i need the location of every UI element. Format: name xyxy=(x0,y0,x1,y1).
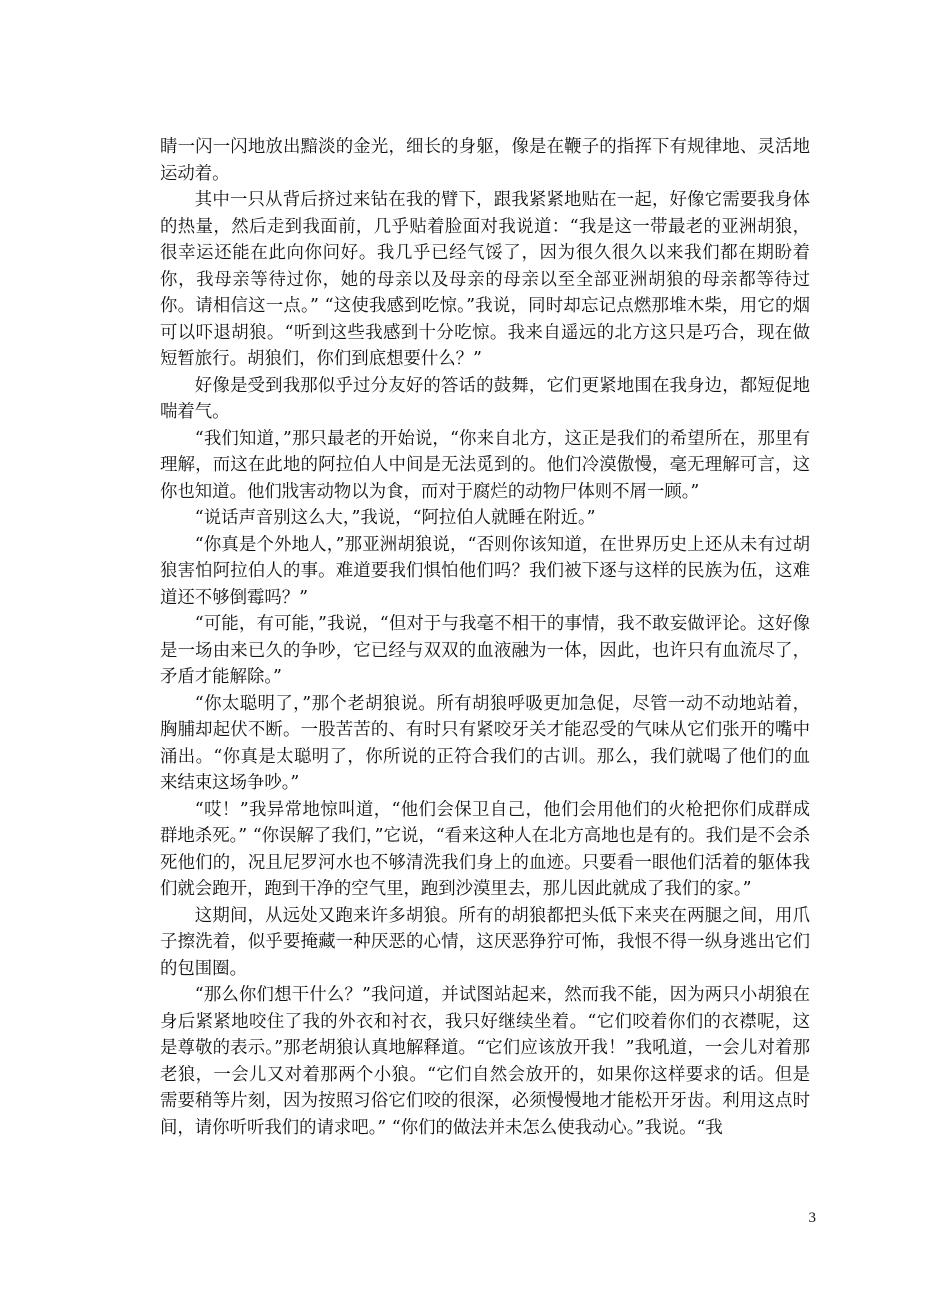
paragraph-8: “你太聪明了，”那个老胡狼说。所有胡狼呼吸更加急促，尽管一动不动地站着，胸脯却起伏不断。一股苦苦的、有时只有紧咬牙关才能忍受的气味从它们张开的嘴中涌出。“你真是太聪明了，你所说的正符合我们的古训。那么，我们就喝了他们的血来结束这场争吵。” xyxy=(160,693,810,793)
paragraph-4: “我们知道，”那只最老的开始说，“你来自北方，这正是我们的希望所在，那里有理解，而这在此地的阿拉伯人中间是无法觅到的。他们冷漠傲慢，毫无理解可言，这你也知道。他们戕害动物以为食，而对于腐烂的动物尸体则不屑一顾。” xyxy=(160,428,810,502)
paragraph-1: 睛一闪一闪地放出黯淡的金光，细长的身躯，像是在鞭子的指挥下有规律地、灵活地运动着。 xyxy=(160,137,810,184)
paragraph-9: “哎！”我异常地惊叫道，“他们会保卫自己，他们会用他们的火枪把你们成群成群地杀死。” “你误解了我们，”它说，“看来这种人在北方高地也是有的。我们是不会杀死他们的，况且尼罗河水也不够清洗我们身上的血迹。只要看一眼他们活着的躯体我们就会跑开，跑到干净的空气里，跑到沙漠里去，那儿因此就成了我们的家。” xyxy=(160,799,810,899)
body-text xyxy=(160,134,810,1141)
paragraph-7: “可能，有可能，”我说，“但对于与我毫不相干的事情，我不敢妄做评论。这好像是一场由来已久的争吵，它已经与双双的血液融为一体，因此，也许只有血流尽了，矛盾才能解除。” xyxy=(160,614,810,687)
paragraph-5: “说话声音别这么大，”我说，“阿拉伯人就睡在附近。” xyxy=(194,508,596,528)
paragraph-6: “你真是个外地人，”那亚洲胡狼说，“否则你该知道，在世界历史上还从未有过胡狼害怕阿拉伯人的事。难道要我们惧怕他们吗？我们被下逐与这样的民族为伍，这难道还不够倒霉吗？” xyxy=(160,534,810,608)
paragraph-11: “那么你们想干什么？”我问道，并试图站起来，然而我不能，因为两只小胡狼在身后紧紧地咬住了我的外衣和衬衣，我只好继续坐着。“它们咬着你们的衣襟呢，这是尊敬的表示。”那老胡狼认真地解释道。“它们应该放开我！”我吼道，一会儿对着那老狼，一会儿又对着那两个小狼。“它们自然会放开的，如果你这样要求的话。但是需要稍等片刻，因为按照习俗它们咬的很深，必须慢慢地才能松开牙齿。利用这点时间，请你听听我们的请求吧。” “你们的做法并未怎么使我动心。”我说。“我 xyxy=(160,985,810,1138)
paragraph-10: 这期间，从远处又跑来许多胡狼。所有的胡狼都把头低下来夹在两腿之间，用爪子擦洗着，似乎要掩藏一种厌恶的心情，这厌恶狰狞可怖，我恨不得一纵身逃出它们的包围圈。 xyxy=(160,905,810,979)
page-number: 3 xyxy=(808,1210,816,1226)
paragraph-3: 好像是受到我那似乎过分友好的答话的鼓舞，它们更紧地围在我身边，都短促地喘着气。 xyxy=(160,375,810,422)
paragraph-2: 其中一只从背后挤过来钻在我的臂下，跟我紧紧地贴在一起，好像它需要我身体的热量，然后走到我面前，几乎贴着脸面对我说道：“我是这一带最老的亚洲胡狼，很幸运还能在此向你问好。我几乎已经气馁了，因为很久很久以来我们都在期盼着你，我母亲等待过你，她的母亲以及母亲的母亲以至全部亚洲胡狼的母亲都等待过你。请相信这一点。” “这使我感到吃惊。”我说，同时却忘记点燃那堆木柴，用它的烟可以吓退胡狼。“听到这些我感到十分吃惊。我来自遥远的北方这只是巧合，现在做短暂旅行。胡狼们，你们到底想要什么？” xyxy=(160,190,810,369)
